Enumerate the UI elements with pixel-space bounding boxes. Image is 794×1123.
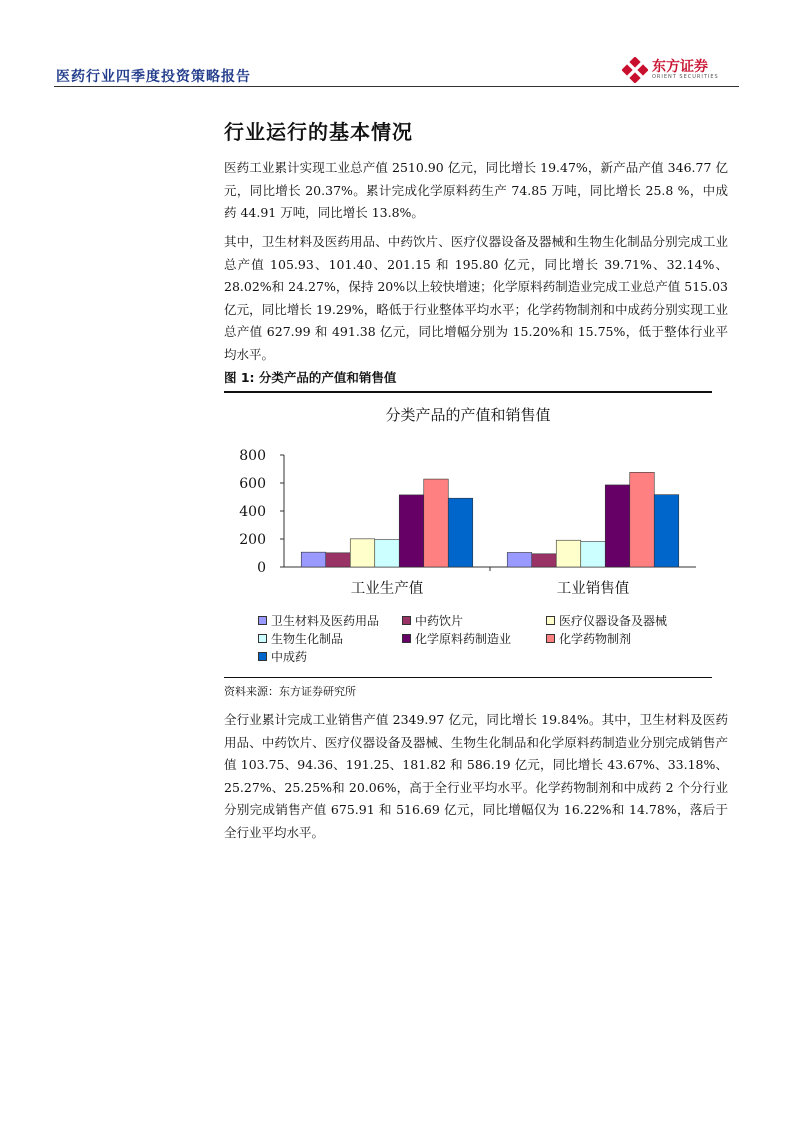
- legend-item: [258, 630, 343, 647]
- figure-source: 资料来源：东方证券研究所: [224, 685, 356, 698]
- y-tick-label: 600: [239, 476, 266, 492]
- figure-caption: 图 1: 分类产品的产值和销售值: [224, 370, 397, 385]
- bar: [326, 553, 351, 567]
- bar: [581, 542, 606, 567]
- report-header-title: 医药行业四季度投资策略报告: [56, 69, 251, 85]
- legend-label: 生物生化制品: [271, 632, 344, 646]
- company-logo: [622, 57, 719, 83]
- paragraph-3: 全行业累计完成工业销售产值 2349.97 亿元，同比增长 19.84%。其中，卫生材料及医药用品、中药饮片、医疗仪器设备及器械、生物生化制品和化学原料药制造业分别完成销售产值 103.75、94.36、191.25、181.82 和 586.19 亿元，同比增长 43.67%、33.18%、25.27%、25.25%和 20.06%，高于全行业平均水平。化学药物制剂和中成药 2 个分行业分别完成销售产值 675.91 和 516.69 亿元，同比增幅仅为 16.22%和 14.78%，落后于全行业平均水平。: [224, 712, 728, 840]
- logo-mark-icon: [622, 57, 648, 83]
- bar: [654, 495, 679, 567]
- legend-swatch: [546, 616, 555, 625]
- legend-swatch: [258, 634, 267, 643]
- y-tick-label: 200: [239, 532, 266, 548]
- legend-swatch: [402, 616, 411, 625]
- figure-top-rule: [224, 391, 712, 393]
- bar: [350, 539, 375, 567]
- bar: [532, 554, 557, 567]
- logo-subtitle: ORIENT SECURITIES: [652, 74, 719, 80]
- bar: [605, 485, 630, 567]
- legend-item: [258, 648, 307, 665]
- header-divider: [54, 86, 739, 87]
- bar: [399, 495, 424, 567]
- legend-item: [402, 612, 463, 629]
- legend-label: 卫生材料及医药用品: [271, 614, 380, 628]
- legend-item: [546, 630, 631, 647]
- legend-item: [258, 612, 379, 629]
- legend-swatch: [546, 634, 555, 643]
- logo-name: 东方证券: [652, 59, 708, 75]
- y-tick-label: 800: [239, 448, 266, 464]
- legend-label: 中成药: [271, 650, 308, 664]
- legend-item: [546, 612, 667, 629]
- x-category-label: 工业销售值: [556, 581, 630, 597]
- bar: [375, 540, 400, 567]
- bar: [507, 552, 532, 567]
- bar: [556, 540, 581, 567]
- bar-chart: [224, 440, 712, 605]
- section-title: 行业运行的基本情况: [224, 120, 413, 144]
- legend-label: 中药饮片: [415, 614, 464, 628]
- legend-swatch: [258, 616, 267, 625]
- paragraph-1: 医药工业累计实现工业总产值 2510.90 亿元，同比增长 19.47%，新产品产值 346.77 亿元，同比增长 20.37%。累计完成化学原料药生产 74.85 万吨，同比增长 25.8 %，中成药 44.91 万吨，同比增长 13.8%。: [224, 160, 728, 220]
- chart-title: 分类产品的产值和销售值: [385, 406, 551, 424]
- legend-label: 化学药物制剂: [559, 632, 632, 646]
- y-tick-label: 0: [257, 560, 266, 576]
- paragraph-2: 其中，卫生材料及医药用品、中药饮片、医疗仪器设备及器械和生物生化制品分别完成工业总产值 105.93、101.40、201.15 和 195.80 亿元，同比增长 39.71%、32.14%、28.02%和 24.27%，保持 20%以上较快增速；化学原料药制造业完成工业总产值 515.03 亿元，同比增长 19.29%，略低于行业整体平均水平；化学药物制剂和中成药分别实现工业总产值 627.99 和 491.38 亿元，同比增幅分别为 15.20%和 15.75%，低于整体行业平均水平。: [224, 234, 728, 362]
- legend-swatch: [258, 652, 267, 661]
- y-tick-label: 400: [239, 504, 266, 520]
- bar: [448, 498, 473, 567]
- figure-bottom-rule: [224, 677, 712, 678]
- legend-label: 化学原料药制造业: [415, 632, 512, 646]
- x-category-label: 工业生产值: [350, 581, 424, 597]
- legend-item: [402, 630, 511, 647]
- bar: [630, 472, 655, 567]
- bar: [301, 552, 326, 567]
- legend-swatch: [402, 634, 411, 643]
- legend-label: 医疗仪器设备及器械: [559, 614, 668, 628]
- bar: [424, 479, 449, 567]
